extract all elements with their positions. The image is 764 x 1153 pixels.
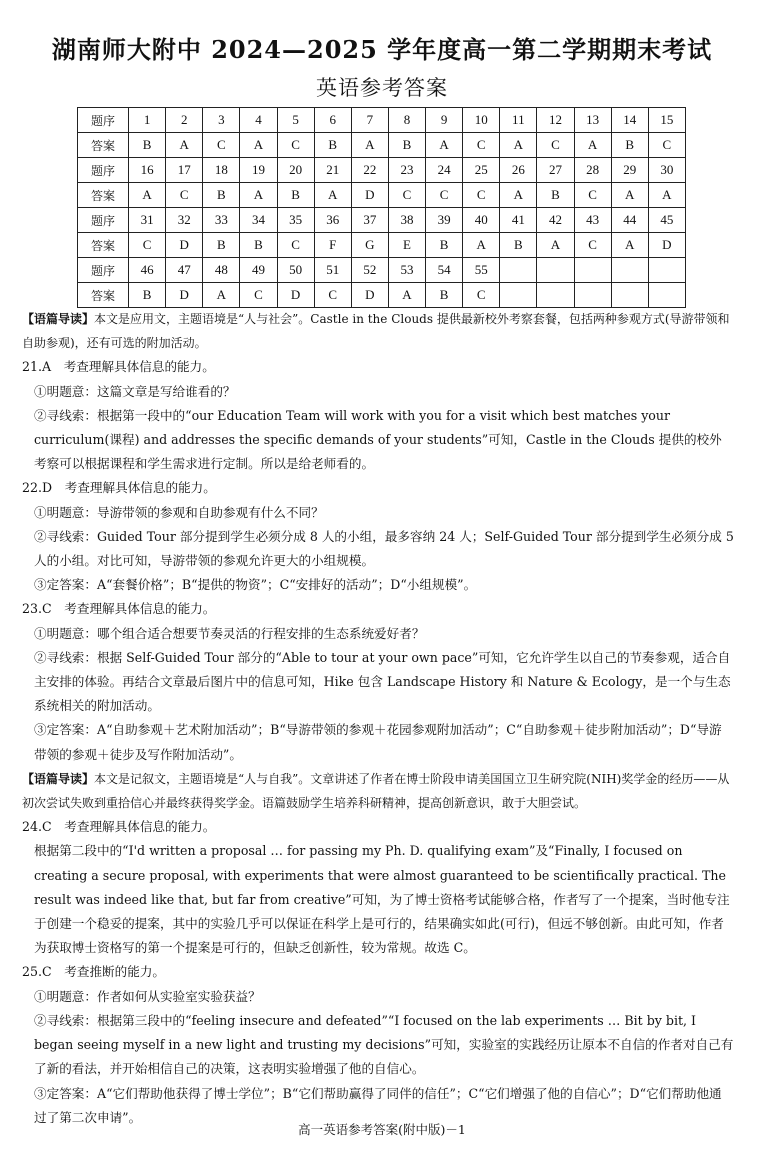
question-number-cell — [500, 258, 537, 283]
question-number-cell — [648, 258, 685, 283]
answer-cell: C — [129, 233, 166, 258]
question-number-cell: 51 — [314, 258, 351, 283]
answer-cell: B — [129, 283, 166, 308]
question-number-label: 题序 — [78, 158, 129, 183]
question-number-cell: 17 — [166, 158, 203, 183]
question-number-cell: 23 — [388, 158, 425, 183]
guide-tag: 【语篇导读】 — [22, 771, 95, 786]
question-23-step-2: ②寻线索：根据 Self-Guided Tour 部分的“Able to tour at your own pace”可知，它允许学生以自己的节奏参观，适合自主安排的体验。再结合文章最后图片中的信息可知，Hike 包含 Landscape History 和 Nature & Ecology，是一个与生态系统相关的附加活动。 — [34, 649, 731, 714]
question-24-explanation: 根据第二段中的“I'd written a proposal … for passing my Ph. D. qualifying exam”及“Finally, I focused on creating a secure proposal, with experiments that were almost guaranteed to be scientifically practical. The result was indeed like that, but far from creative”可知，为了博士资格考试能够合格，作者写了一个提案，当时他专注于创建一个稳妥的提案，其中的实验几乎可以保证在科学上是可行的，结果确实如此(可行)，但远不够创新。由此可知，作者为获取博士资格写的第一个提案是可行的，但缺乏创新性，较为常规。故选 C。 — [34, 843, 730, 956]
question-number-cell: 9 — [426, 108, 463, 133]
question-number-cell: 55 — [463, 258, 500, 283]
page-subtitle: 英语参考答案 — [316, 76, 448, 100]
answer-label: 答案 — [78, 183, 129, 208]
question-number-cell: 54 — [426, 258, 463, 283]
answer-cell: D — [351, 183, 388, 208]
question-number-cell: 35 — [277, 208, 314, 233]
answer-cell: A — [129, 183, 166, 208]
answer-cell: A — [648, 183, 685, 208]
answer-cell: C — [574, 183, 611, 208]
question-number-cell: 34 — [240, 208, 277, 233]
question-25-step-2: ②寻线索：根据第三段中的“feeling insecure and defeated”“I focused on the lab experiments … Bit by bit, I began seeing myself in a new light and trusting my decisions”可知，实验室的实践经历让原本不自信的作者对自己有了新的看法，并开始相信自己的决策，这表明实验增强了他的自信心。 — [34, 1012, 734, 1077]
question-23-heading: 23.C 考查理解具体信息的能力。 — [22, 601, 216, 617]
question-21-step-2: ②寻线索：根据第一段中的“our Education Team will work with you for a visit which best matches your curriculum(课程) and addresses the specific demands of your students”可知，Castle in the Clouds 提供的校外考察可以根据课程和学生需求进行定制。所以是给老师看的。 — [34, 407, 722, 472]
answer-row — [78, 283, 686, 308]
question-number-row — [78, 208, 686, 233]
answer-cell: B — [240, 233, 277, 258]
reading-guide-1 — [22, 307, 734, 355]
explanation-body — [22, 307, 734, 1130]
question-number-cell: 5 — [277, 108, 314, 133]
answer-cell: A — [611, 183, 648, 208]
answer-cell: C — [648, 133, 685, 158]
question-22-heading: 22.D 考查理解具体信息的能力。 — [22, 480, 216, 496]
question-23-step-1: ①明题意：哪个组合适合想要节奏灵活的行程安排的生态系统爱好者？ — [34, 625, 425, 641]
question-number-cell: 39 — [426, 208, 463, 233]
answer-cell: A — [240, 183, 277, 208]
question-number-cell: 27 — [537, 158, 574, 183]
question-number-cell: 52 — [351, 258, 388, 283]
reading-guide-2 — [22, 767, 734, 815]
guide-tag: 【语篇导读】 — [22, 312, 95, 326]
answer-cell: A — [463, 233, 500, 258]
answer-cell: D — [277, 283, 314, 308]
question-number-cell — [574, 258, 611, 283]
question-number-cell: 22 — [351, 158, 388, 183]
question-number-cell: 36 — [314, 208, 351, 233]
question-25-heading: 25.C 考查推断的能力。 — [22, 964, 166, 980]
question-number-cell: 19 — [240, 158, 277, 183]
answer-table — [77, 107, 686, 308]
answer-cell: C — [277, 133, 314, 158]
question-number-cell: 53 — [388, 258, 425, 283]
answer-cell: C — [426, 183, 463, 208]
question-number-cell: 45 — [648, 208, 685, 233]
answer-cell: C — [203, 133, 240, 158]
answer-cell: C — [537, 133, 574, 158]
answer-cell: A — [351, 133, 388, 158]
question-number-cell: 16 — [129, 158, 166, 183]
answer-cell: A — [426, 133, 463, 158]
answer-cell: A — [500, 183, 537, 208]
answer-label: 答案 — [78, 133, 129, 158]
page-footer: 高一英语参考答案(附中版)－1 — [298, 1122, 466, 1137]
question-number-cell: 10 — [463, 108, 500, 133]
answer-cell: B — [277, 183, 314, 208]
question-21-heading: 21.A 考查理解具体信息的能力。 — [22, 359, 215, 375]
answer-cell: B — [426, 233, 463, 258]
answer-cell: D — [648, 233, 685, 258]
question-number-label: 题序 — [78, 108, 129, 133]
question-number-cell: 1 — [129, 108, 166, 133]
question-number-label: 题序 — [78, 208, 129, 233]
answer-row — [78, 133, 686, 158]
question-number-cell: 37 — [351, 208, 388, 233]
question-number-cell: 18 — [203, 158, 240, 183]
answer-cell — [611, 283, 648, 308]
answer-cell: D — [166, 283, 203, 308]
question-number-row — [78, 108, 686, 133]
question-number-cell: 3 — [203, 108, 240, 133]
answer-cell: A — [574, 133, 611, 158]
question-24-heading: 24.C 考查理解具体信息的能力。 — [22, 819, 216, 835]
answer-cell: B — [129, 133, 166, 158]
question-number-cell: 24 — [426, 158, 463, 183]
answer-cell — [574, 283, 611, 308]
answer-cell: C — [463, 133, 500, 158]
answer-label: 答案 — [78, 283, 129, 308]
answer-cell: C — [166, 183, 203, 208]
question-number-cell: 6 — [314, 108, 351, 133]
answer-cell: B — [388, 133, 425, 158]
question-number-cell: 47 — [166, 258, 203, 283]
answer-cell: B — [611, 133, 648, 158]
question-23-step-3: ③定答案：A“自助参观＋艺术附加活动”；B“导游带领的参观＋花园参观附加活动”；C“自助参观＋徒步附加活动”；D“导游带领的参观＋徒步及写作附加活动”。 — [34, 722, 722, 762]
answer-cell: B — [500, 233, 537, 258]
question-number-cell: 7 — [351, 108, 388, 133]
question-25-step-3: ③定答案：A“它们帮助他获得了博士学位”；B“它们帮助赢得了同伴的信任”；C“它们增强了他的自信心”；D“它们帮助他通过了第二次申请”。 — [34, 1085, 722, 1125]
question-number-cell: 30 — [648, 158, 685, 183]
answer-cell: D — [351, 283, 388, 308]
question-number-cell: 4 — [240, 108, 277, 133]
answer-cell: A — [611, 233, 648, 258]
question-number-row — [78, 158, 686, 183]
question-number-cell: 2 — [166, 108, 203, 133]
question-25-step-1: ①明题意：作者如何从实验室实验获益？ — [34, 988, 261, 1004]
answer-cell: A — [314, 183, 351, 208]
question-number-cell: 25 — [463, 158, 500, 183]
question-number-cell: 38 — [388, 208, 425, 233]
page-title: 湖南师大附中 2024—2025 学年度高一第二学期期末考试 — [51, 35, 713, 64]
answer-cell — [500, 283, 537, 308]
answer-cell: B — [203, 233, 240, 258]
answer-cell: A — [166, 133, 203, 158]
question-number-cell — [611, 258, 648, 283]
answer-cell: D — [166, 233, 203, 258]
answer-row — [78, 233, 686, 258]
answer-cell: F — [314, 233, 351, 258]
question-number-cell: 20 — [277, 158, 314, 183]
answer-cell: B — [203, 183, 240, 208]
question-number-cell: 11 — [500, 108, 537, 133]
question-number-cell: 15 — [648, 108, 685, 133]
answer-row — [78, 183, 686, 208]
question-number-cell: 26 — [500, 158, 537, 183]
answer-cell: C — [574, 233, 611, 258]
guide-text: 本文是记叙文，主题语境是“人与自我”。文章讲述了作者在博士阶段申请美国国立卫生研究院(NIH)奖学金的经历——从初次尝试失败到重拾信心并最终获得奖学金。语篇鼓励学生培养科研精神，提高创新意识，敢于大胆尝试。 — [22, 771, 730, 811]
question-number-cell: 40 — [463, 208, 500, 233]
question-number-cell: 49 — [240, 258, 277, 283]
answer-cell — [648, 283, 685, 308]
question-number-cell: 31 — [129, 208, 166, 233]
question-number-cell: 8 — [388, 108, 425, 133]
answer-cell: B — [537, 183, 574, 208]
guide-text: 本文是应用文，主题语境是“人与社会”。Castle in the Clouds 提供最新校外考察套餐，包括两种参观方式(导游带领和自助参观)，还有可选的附加活动。 — [22, 312, 730, 351]
answer-cell: B — [314, 133, 351, 158]
question-21-step-1: ①明题意：这篇文章是写给谁看的？ — [34, 383, 236, 399]
question-number-cell: 44 — [611, 208, 648, 233]
answer-cell: A — [537, 233, 574, 258]
question-number-cell: 50 — [277, 258, 314, 283]
answer-cell: C — [463, 283, 500, 308]
question-number-cell: 42 — [537, 208, 574, 233]
question-number-cell: 43 — [574, 208, 611, 233]
answer-cell: A — [500, 133, 537, 158]
question-number-cell: 28 — [574, 158, 611, 183]
question-number-row — [78, 258, 686, 283]
question-number-cell: 12 — [537, 108, 574, 133]
question-22-step-3: ③定答案：A“套餐价格”；B“提供的物资”；C“安排好的活动”；D“小组规模”。 — [34, 577, 477, 593]
answer-cell: G — [351, 233, 388, 258]
question-number-cell — [537, 258, 574, 283]
answer-cell: A — [203, 283, 240, 308]
question-22-step-2: ②寻线索：Guided Tour 部分提到学生必须分成 8 人的小组，最多容纳 24 人；Self-Guided Tour 部分提到学生必须分成 5 人的小组。对比可知，导游带领的参观允许更大的小组规模。 — [34, 528, 734, 569]
question-number-cell: 14 — [611, 108, 648, 133]
question-number-cell: 33 — [203, 208, 240, 233]
answer-cell: C — [277, 233, 314, 258]
question-number-cell: 21 — [314, 158, 351, 183]
question-number-cell: 13 — [574, 108, 611, 133]
question-number-label: 题序 — [78, 258, 129, 283]
answer-cell: C — [463, 183, 500, 208]
answer-cell: B — [426, 283, 463, 308]
question-number-cell: 29 — [611, 158, 648, 183]
answer-cell — [537, 283, 574, 308]
answer-cell: C — [314, 283, 351, 308]
answer-cell: A — [388, 283, 425, 308]
answer-cell: E — [388, 233, 425, 258]
question-number-cell: 41 — [500, 208, 537, 233]
answer-cell: C — [240, 283, 277, 308]
answer-cell: A — [240, 133, 277, 158]
question-22-step-1: ①明题意：导游带领的参观和自助参观有什么不同？ — [34, 504, 324, 520]
question-number-cell: 48 — [203, 258, 240, 283]
question-number-cell: 32 — [166, 208, 203, 233]
answer-cell: C — [388, 183, 425, 208]
answer-label: 答案 — [78, 233, 129, 258]
question-number-cell: 46 — [129, 258, 166, 283]
